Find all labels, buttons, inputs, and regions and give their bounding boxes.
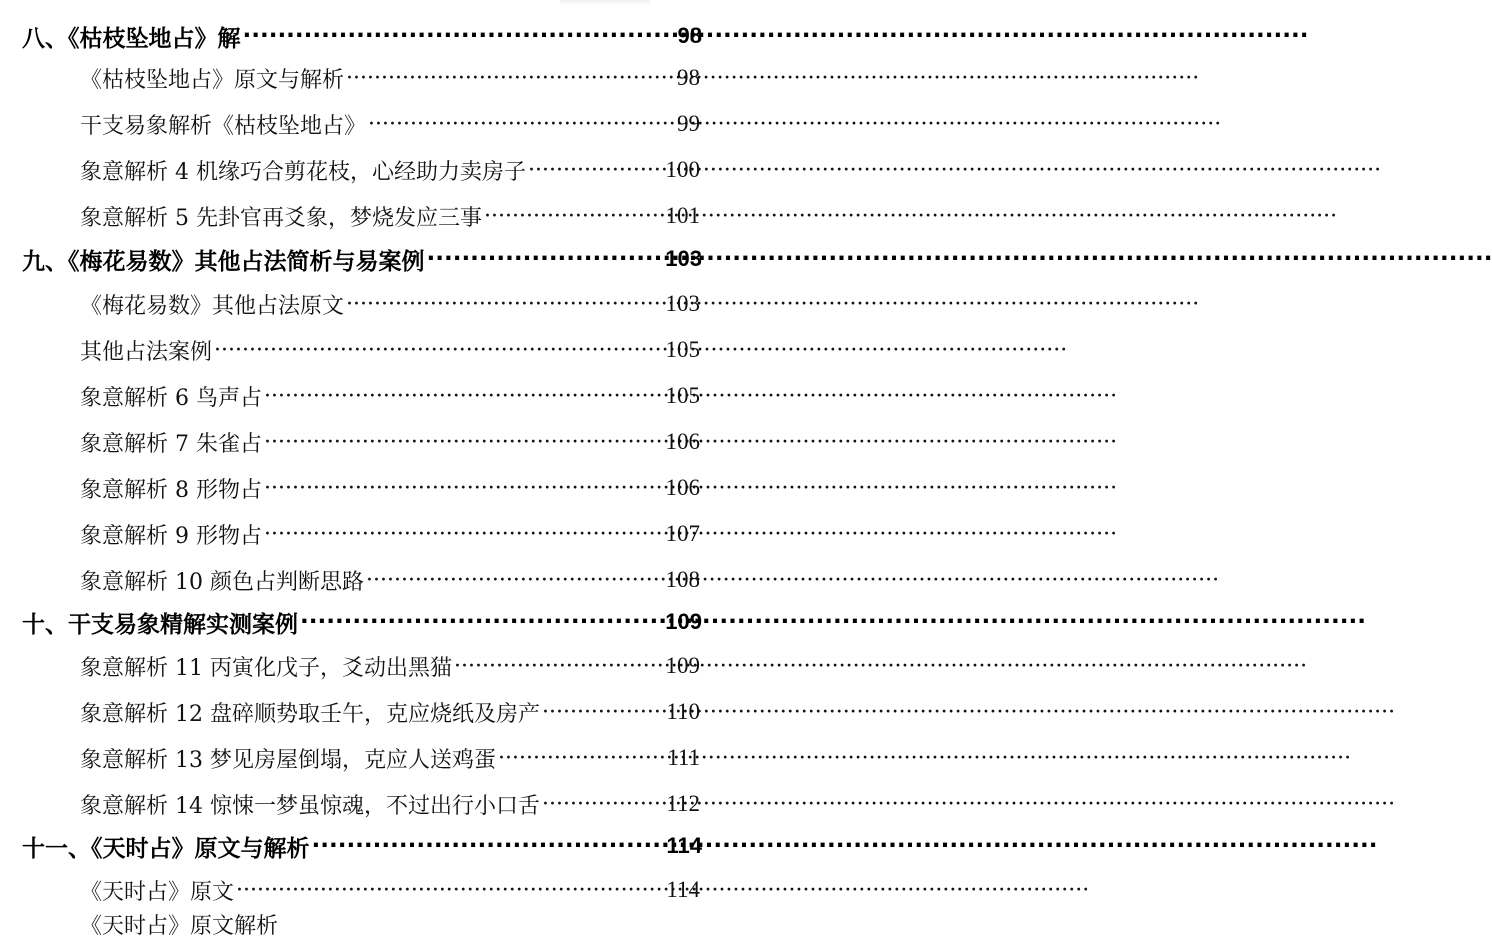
toc-page-number: 106 — [665, 475, 700, 500]
toc-dot-leader — [368, 112, 658, 137]
toc-section-row[interactable] — [80, 60, 700, 96]
toc-dot-leader — [346, 66, 658, 91]
toc-dot-leader — [264, 384, 658, 409]
toc-section-row[interactable] — [80, 332, 700, 368]
toc-section-row[interactable] — [80, 470, 700, 506]
toc-entry-title: 十一、《天时占》原文与解析 — [22, 835, 310, 862]
toc-dot-leader — [264, 522, 658, 547]
toc-section-row[interactable] — [80, 152, 700, 188]
toc-dot-leader — [264, 430, 658, 455]
toc-dot-leader — [542, 700, 658, 725]
toc-page-number: 105 — [665, 337, 700, 362]
toc-dot-leader — [366, 568, 658, 593]
toc-page-number: 114 — [666, 833, 702, 858]
toc-entry-title: 象意解析 14 惊悚一梦虽惊魂，不过出行小口舌 — [80, 793, 540, 819]
top-edge-artifact — [560, 0, 650, 6]
toc-section-row[interactable] — [80, 516, 700, 552]
toc-section-row[interactable] — [80, 424, 700, 460]
toc-entry-title: 象意解析 11 丙寅化戊子，爻动出黑猫 — [80, 655, 452, 681]
toc-entry-title: 《天时占》原文 — [80, 879, 235, 905]
toc-chapter-row[interactable] — [22, 604, 702, 640]
toc-section-row[interactable] — [80, 786, 700, 822]
toc-section-row[interactable] — [80, 378, 700, 414]
toc-dot-leader — [312, 833, 661, 859]
toc-entry-title: 十、干支易象精解实测案例 — [22, 611, 298, 638]
toc-entry-title: 象意解析 9 形物占 — [80, 523, 262, 549]
toc-entry-title: 象意解析 12 盘碎顺势取壬午，克应烧纸及房产 — [80, 701, 540, 727]
toc-entry-title: 《枯枝坠地占》原文与解析 — [80, 67, 345, 93]
toc-entry-title: 八、《枯枝坠地占》解 — [22, 25, 241, 52]
toc-page-number: 111 — [667, 745, 700, 770]
toc-page-number: 103 — [665, 246, 702, 271]
toc-section-row[interactable] — [80, 198, 700, 234]
toc-entry-title: 象意解析 4 机缘巧合剪花枝，心经助力卖房子 — [80, 159, 526, 185]
toc-dot-leader — [427, 246, 661, 272]
toc-page-number: 105 — [665, 383, 700, 408]
toc-page-number: 101 — [665, 203, 700, 228]
toc-page-number: 106 — [665, 429, 700, 454]
toc-entry-title: 象意解析 13 梦见房屋倒塌，克应人送鸡蛋 — [80, 747, 496, 773]
toc-entry-title: 干支易象解析《枯枝坠地占》 — [80, 113, 367, 139]
toc-section-row[interactable] — [80, 872, 700, 908]
toc-section-row[interactable] — [80, 106, 700, 142]
toc-dot-leader — [243, 23, 661, 49]
toc-partial-line: 《天时占》原文解析 — [80, 914, 279, 939]
toc-chapter-row[interactable] — [22, 828, 702, 864]
toc-chapter-row[interactable] — [22, 241, 702, 277]
toc-section-row[interactable] — [80, 648, 700, 684]
toc-page-number: 98 — [677, 65, 700, 90]
toc-page-number: 110 — [666, 699, 700, 724]
toc-dot-leader — [214, 338, 658, 363]
toc-entry-title: 其他占法案例 — [80, 339, 213, 365]
toc-entry-title: 象意解析 7 朱雀占 — [80, 431, 262, 457]
toc-entry-title: 象意解析 6 鸟声占 — [80, 385, 262, 411]
toc-entry-title: 象意解析 8 形物占 — [80, 477, 262, 503]
toc-page-number: 103 — [665, 291, 700, 316]
toc-chapter-row[interactable] — [22, 18, 702, 54]
toc-dot-leader — [498, 746, 658, 771]
toc-page-number: 99 — [677, 111, 700, 136]
toc-page-number: 98 — [677, 23, 702, 48]
toc-entry-title: 九、《梅花易数》其他占法简析与易案例 — [22, 248, 425, 275]
toc-dot-leader — [542, 792, 658, 817]
toc-section-row[interactable] — [80, 740, 700, 776]
toc-dot-leader — [454, 654, 658, 679]
toc-entry-title: 象意解析 5 先卦官再爻象，梦烧发应三事 — [80, 205, 482, 231]
toc-entry-title: 《梅花易数》其他占法原文 — [80, 293, 345, 319]
toc-dot-leader — [264, 476, 658, 501]
toc-page-number: 109 — [665, 609, 702, 634]
toc-section-row[interactable] — [80, 694, 700, 730]
toc-section-row[interactable] — [80, 562, 700, 598]
toc-dot-leader — [236, 878, 658, 903]
toc-dot-leader — [528, 158, 658, 183]
toc-page-number: 109 — [665, 653, 700, 678]
toc-page-number: 112 — [666, 791, 700, 816]
toc-page-number: 114 — [666, 877, 700, 902]
toc-entry-title: 象意解析 10 颜色占判断思路 — [80, 569, 364, 595]
toc-dot-leader — [484, 204, 658, 229]
toc-page-number: 107 — [665, 521, 700, 546]
toc-page-number: 100 — [665, 157, 700, 182]
toc-dot-leader — [300, 609, 660, 635]
toc-dot-leader — [346, 292, 658, 317]
toc-section-row[interactable] — [80, 286, 700, 322]
toc-page-number: 108 — [665, 567, 700, 592]
